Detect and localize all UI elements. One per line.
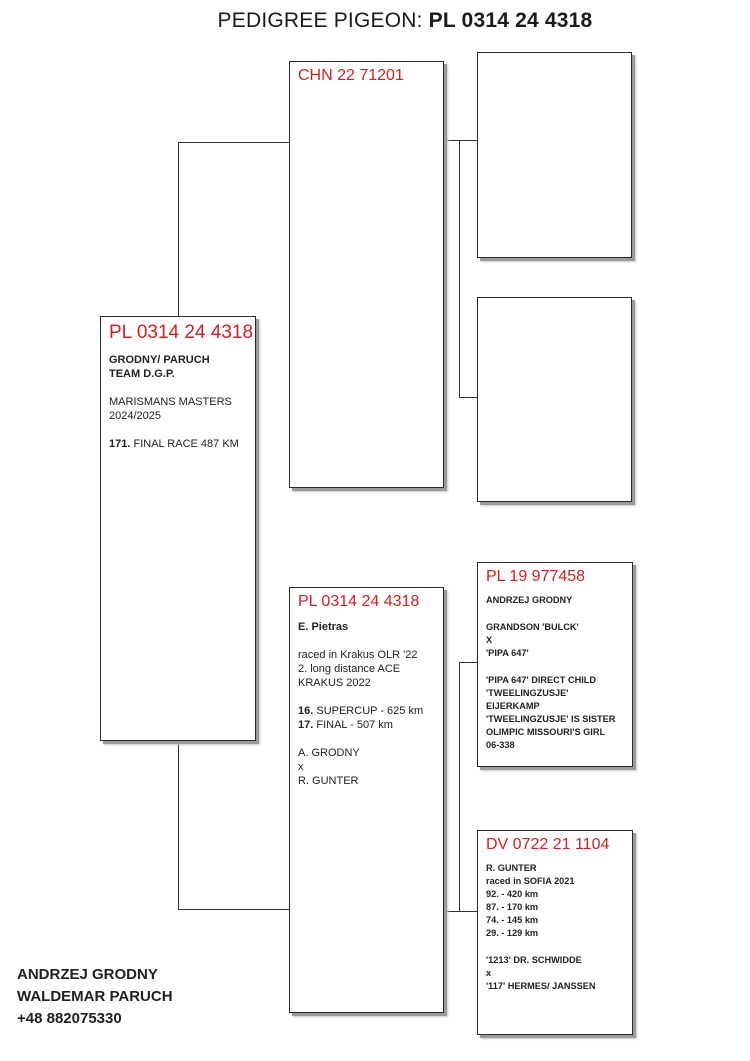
dam-sire-pedigree-b: [486, 674, 624, 752]
dam-sire-ring-number: PL 19 977458: [486, 568, 586, 585]
dam-owner: E. Pietras: [298, 621, 349, 633]
breeder-name-1: ANDRZEJ GRODNY: [17, 966, 158, 983]
dam-cross-line1: A. GRODNY: [298, 747, 360, 759]
dam-dam-line-a3: 87. - 170 km: [486, 902, 539, 912]
dam-sire-line-a1: GRANDSON 'BULCK': [486, 622, 579, 632]
dam-dam-line-a5: 29. - 129 km: [486, 928, 539, 938]
dam-cross: [298, 746, 435, 788]
subject-pigeon-card: [100, 316, 256, 741]
connector-subject-dam-vertical: [178, 740, 179, 910]
dam-dam-line-b2: x: [486, 968, 492, 978]
dam-sire-pedigree-a: [486, 621, 624, 660]
dam-result-1-place: 16.: [298, 705, 314, 717]
sire-card: [289, 61, 444, 488]
dam-note-line1: raced in Krakus OLR '22: [298, 649, 418, 661]
connector-subject-dam-horizontal: [178, 909, 289, 910]
breeder-phone: +48 882075330: [17, 1010, 122, 1027]
sire-dam-card: [477, 297, 632, 502]
subject-result-place: 171.: [109, 438, 131, 450]
subject-event-line1: MARISMANS MASTERS: [109, 396, 232, 408]
dam-dam-line-b1: '1213' DR. SCHWIDDE: [486, 955, 582, 965]
breeder-name-2: WALDEMAR PARUCH: [17, 988, 173, 1005]
dam-sire-owner: ANDRZEJ GRODNY: [486, 595, 573, 605]
connector-dam-bracket: [459, 662, 460, 912]
sire-sire-card: [477, 52, 632, 258]
subject-owner-line1: GRODNY/ PARUCH: [109, 354, 210, 366]
dam-notes: [298, 648, 435, 690]
subject-result: [109, 437, 247, 451]
dam-dam-card: [477, 830, 633, 1035]
dam-result-2-place: 17.: [298, 719, 314, 731]
subject-result-text: FINAL RACE 487 KM: [130, 438, 239, 450]
sire-ring-number: CHN 22 71201: [298, 67, 404, 84]
connector-subject-sire-vertical: [178, 142, 179, 317]
subject-owner-line2: TEAM D.G.P.: [109, 368, 175, 380]
dam-sire-line-b3: 'TWEELINGZUSJE' IS SISTER: [486, 714, 616, 724]
connector-dam-sire-branch: [459, 662, 477, 663]
connector-sire-dam-branch: [459, 397, 477, 398]
dam-sire-line-b4: OLIMPIC MISSOURI'S GIRL: [486, 727, 606, 737]
subject-ring-number: PL 0314 24 4318: [109, 322, 254, 343]
dam-result-2: [298, 718, 435, 732]
dam-note-line2: 2. long distance ACE: [298, 663, 401, 675]
connector-dam-stem: [443, 911, 477, 912]
dam-sire-line-a3: 'PIPA 647': [486, 648, 529, 658]
dam-sire-line-a2: X: [486, 635, 493, 645]
dam-dam-owner: R. GUNTER: [486, 863, 537, 873]
dam-sire-line-b5: 06-338: [486, 740, 515, 750]
dam-dam-cross: [486, 954, 624, 993]
dam-cross-line2: x: [298, 761, 304, 773]
subject-owner: [109, 353, 247, 381]
dam-sire-line-b1: 'PIPA 647' DIRECT CHILD: [486, 675, 597, 685]
title-ring-number: PL 0314 24 4318: [428, 9, 593, 32]
connector-sire-stem: [443, 140, 460, 141]
dam-dam-line-a1: raced in SOFIA 2021: [486, 876, 575, 886]
title-prefix: PEDIGREE PIGEON:: [217, 9, 429, 32]
subject-event: [109, 395, 247, 423]
page-title: [0, 9, 750, 33]
dam-dam-ring-number: DV 0722 21 1104: [486, 836, 610, 853]
dam-sire-line-b2: 'TWEELINGZUSJE' EIJERKAMP: [486, 688, 569, 711]
dam-dam-line-b3: '117' HERMES/ JANSSEN: [486, 981, 596, 991]
dam-sire-card: [477, 562, 633, 767]
dam-ring-number: PL 0314 24 4318: [298, 593, 420, 610]
dam-dam-line-a2: 92. - 420 km: [486, 889, 539, 899]
dam-results: [298, 704, 435, 732]
breeder-contact: [17, 964, 173, 1030]
dam-cross-line3: R. GUNTER: [298, 775, 359, 787]
subject-event-line2: 2024/2025: [109, 410, 161, 422]
dam-result-1-text: SUPERCUP - 625 km: [313, 705, 424, 717]
dam-result-2-text: FINAL - 507 km: [313, 719, 393, 731]
dam-dam-line-a4: 74. - 145 km: [486, 915, 539, 925]
dam-note-line3: KRAKUS 2022: [298, 677, 371, 689]
dam-result-1: [298, 704, 435, 718]
connector-sire-sire-branch: [459, 140, 477, 141]
dam-dam-results: [486, 875, 624, 940]
connector-sire-bracket: [459, 140, 460, 398]
dam-card: [289, 587, 444, 1013]
connector-subject-sire-horizontal: [178, 142, 289, 143]
